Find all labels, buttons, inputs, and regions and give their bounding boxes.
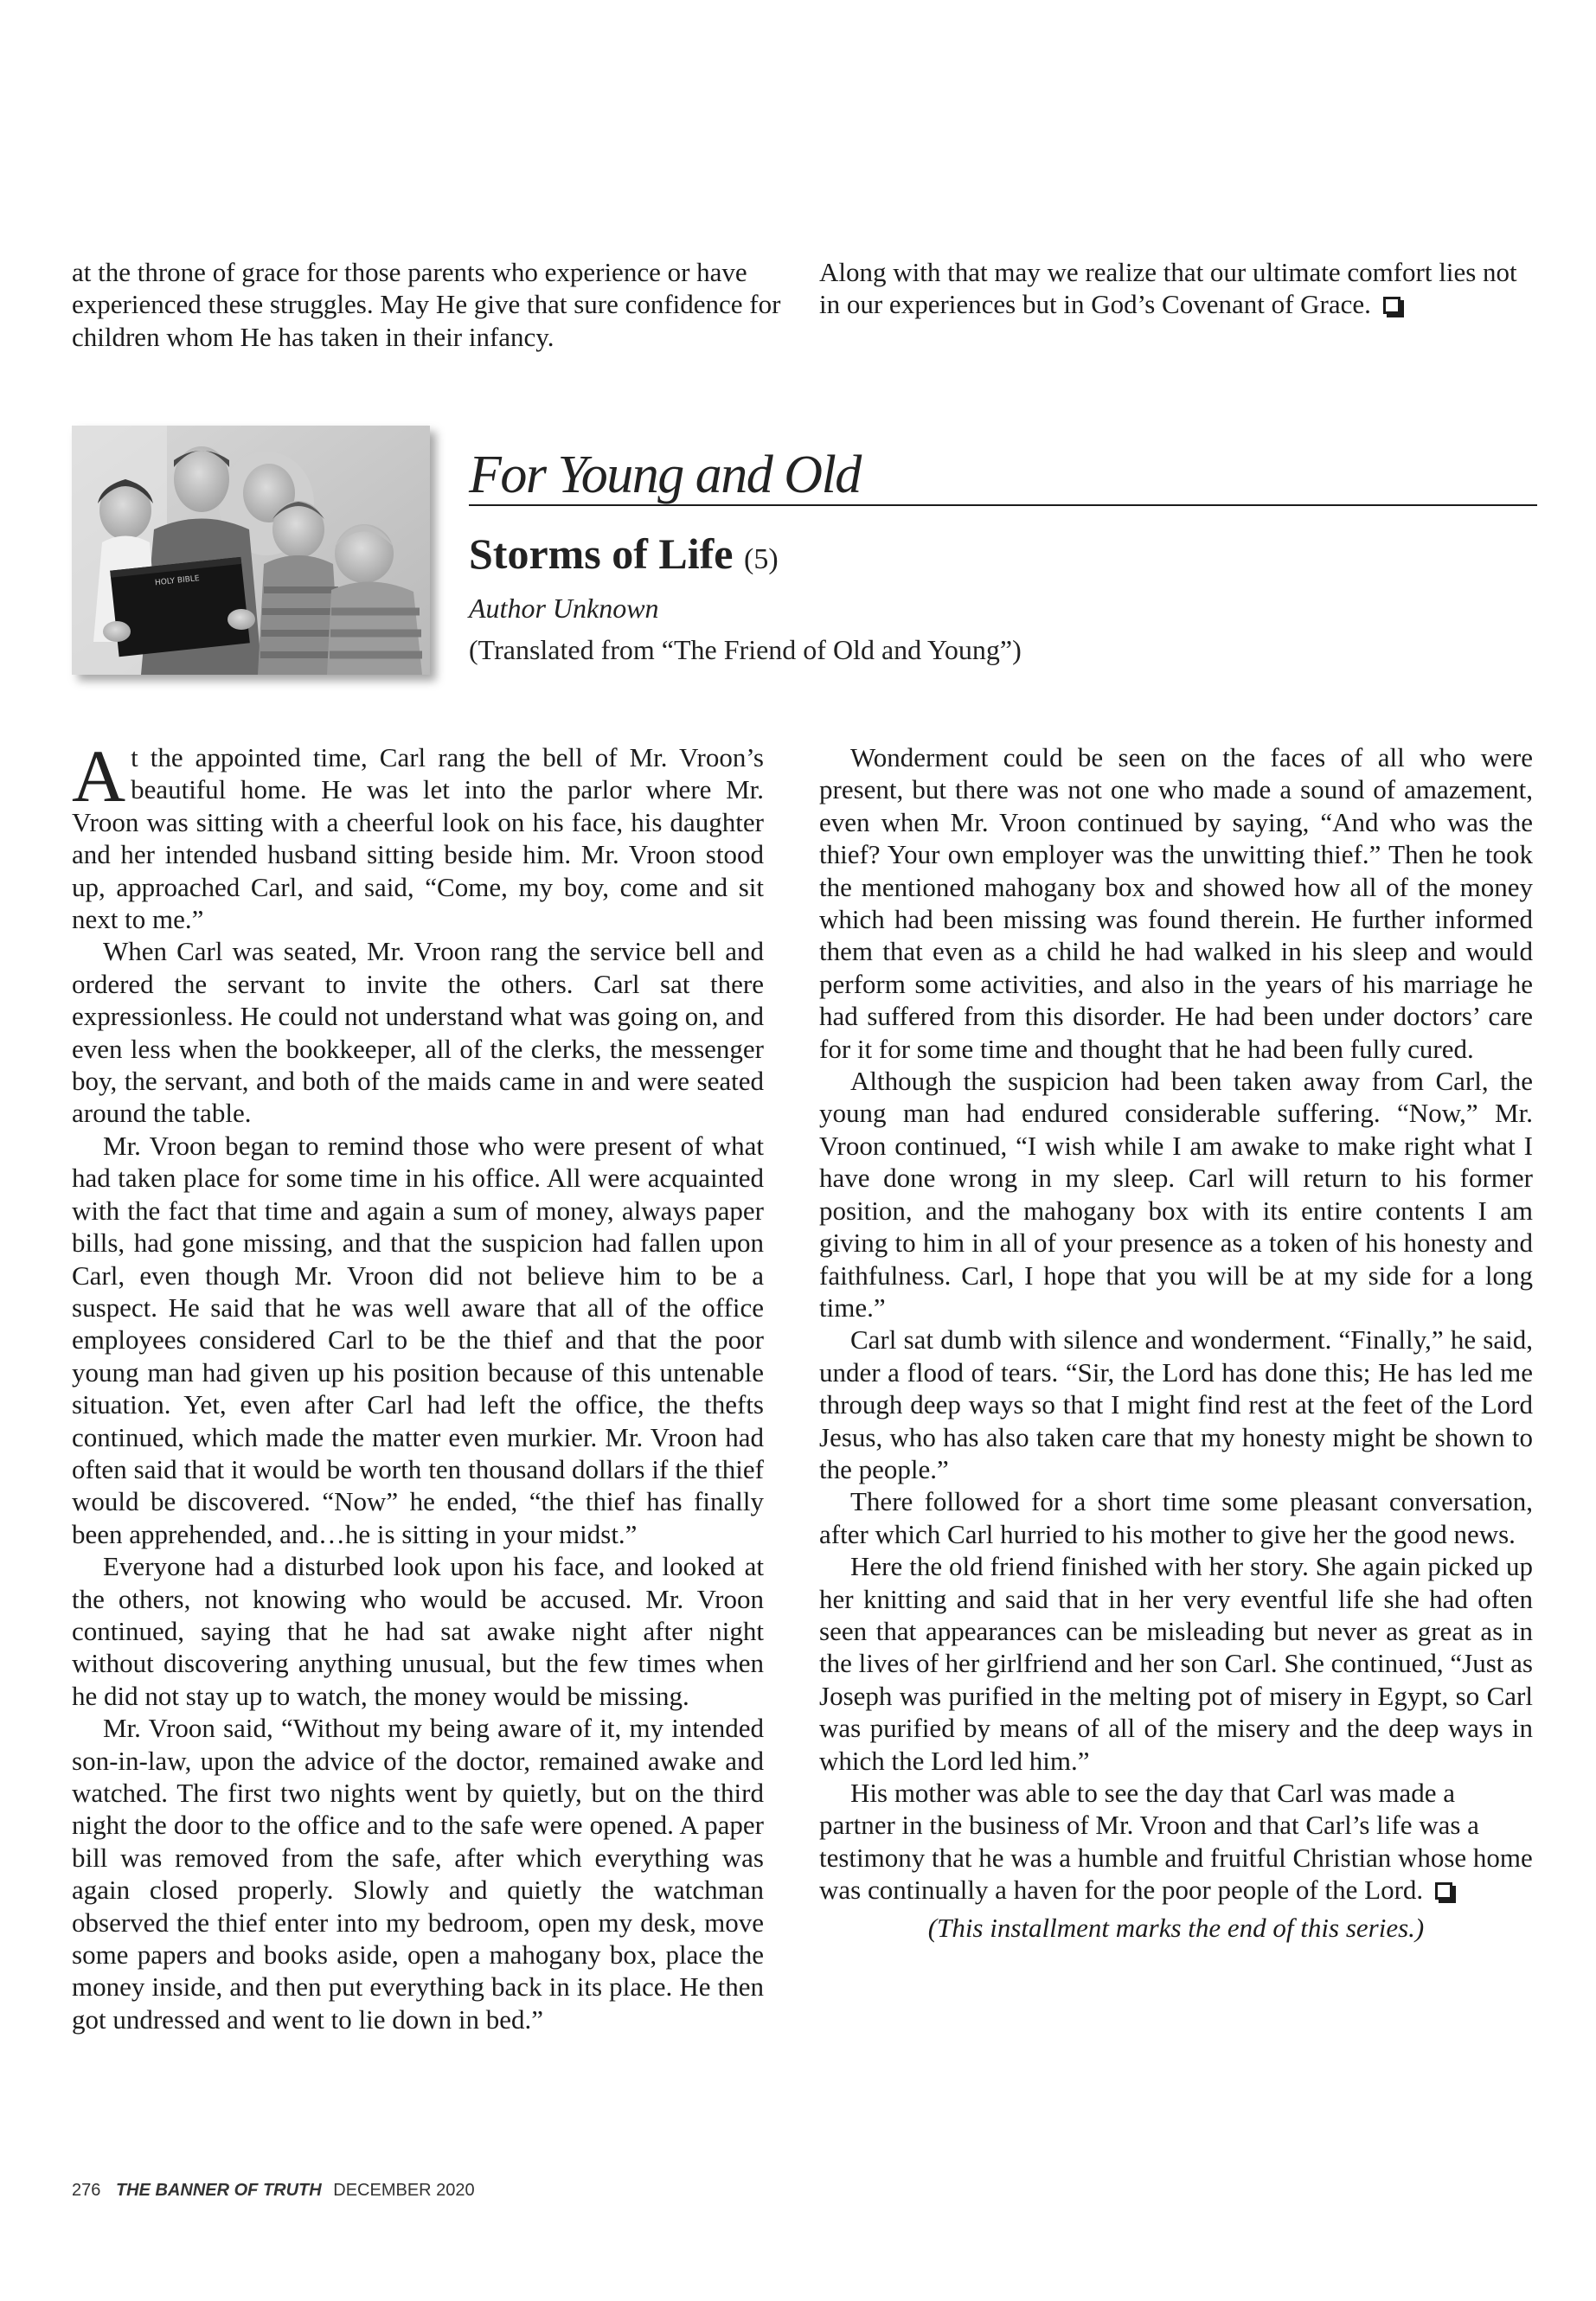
- end-mark-icon: [1383, 297, 1401, 314]
- top-left-column: [72, 256, 790, 353]
- body-paragraph: There followed for a short time some pleasant conversation, after which Carl hurried to his mother to give her the good news.: [819, 1486, 1533, 1549]
- body-left-column: [72, 734, 764, 2035]
- final-paragraph: His mother was able to see the day that Carl was made a partner in the business of Mr. Vroon and that Carl’s life was a testimony that he was a humble and fruitful Christian whose home was continually a haven for the poor people of the Lord.: [819, 1778, 1533, 1906]
- bible-label: HOLY BIBLE: [154, 574, 201, 588]
- body-paragraph: Here the old friend finished with her story. She again picked up her knitting and said that in her very eventful life she had often seen that appearances can be misleading but never as great as in the lives of her girlfriend and her son Carl. She continued, “Just as Joseph was purified in the melting pot of misery in Egypt, so Carl was purified by means of all of the misery and the deep ways in which the Lord led him.”: [819, 1551, 1533, 1776]
- translation-note: (Translated from “The Friend of Old and Young”): [469, 634, 1022, 665]
- top-right-column: [819, 256, 1537, 321]
- body-paragraph: Carl sat dumb with silence and wonderment. “Finally,” he said, under a flood of tears. “Sir, the Lord has done this; He has led me through deep ways so that I might find rest at the feet of the Lord Jesus, who has also taken care that my honesty might be shown to the people.”: [819, 1324, 1533, 1484]
- body-paragraph: Wonderment could be seen on the faces of all who were present, but there was not one who made a sound of amazement, even when Mr. Vroon continued by saying, “And who was the thief? Your own employer was the unwitting thief.” Then he took the mentioned mahogany box and showed how all of the money which had been missing was found therein. He further informed them that even as a child he had walked in his sleep and would perform some activities, and also in the years of his marriage he had suffered from this disorder. He had been under doctors’ care for it for some time and thought that he had been fully cured.: [819, 742, 1533, 1064]
- article-title-text: Storms of Life: [469, 529, 734, 578]
- body-paragraph: Mr. Vroon began to remind those who were present of what had taken place for some time in his office. All were acquainted with the fact that time and again a sum of money, always paper bills, had gone missing, and that the suspicion had fallen upon Carl, even though Mr. Vroon did not believe him to be a suspect. He said that he was well aware that all of the office employees considered Carl to be the thief and that the poor young man had given up his position because of this untenable situation. Yet, even after Carl had left the office, the thefts continued, which made the matter even murkier. Mr. Vroon had often said that it would be worth ten thousand dollars if the thief would be discovered. “Now” he ended, “the thief has finally been apprehended, and…he is sitting in your midst.”: [72, 1130, 764, 1549]
- body-paragraph: Everyone had a disturbed look upon his face, and looked at the others, not knowing who would be accused. Mr. Vroon continued, saying that he had sat awake night after night without discovering anything unusual, but the few times when he did not stay up to watch, the money would be missing.: [72, 1551, 764, 1711]
- section-title: [469, 435, 1537, 506]
- end-mark-icon: [1435, 1882, 1452, 1900]
- body-paragraph: When Carl was seated, Mr. Vroon rang the service bell and ordered the servant to invite the others. Carl sat there expressionless. He could not understand what was going on, and even less when the bookkeeper, all of the clerks, the messenger boy, the servant, and both of the maids came in and were seated around the table.: [72, 936, 764, 1129]
- page-footer: [72, 2181, 475, 2201]
- body-paragraph: Although the suspicion had been taken away from Carl, the young man had endured considerable suffering. “Now,” Mr. Vroon continued, “I wish while I am awake to make right what I have done wrong in my sleep. Carl will return to his former position, and the mahogany box with its entire contents I am giving to him in all of your presence as a token of his honesty and faithfulness. Carl, I hope that you will be at my side for a long time.”: [819, 1066, 1533, 1323]
- family-reading-photo: [72, 426, 430, 675]
- drop-cap: A: [72, 734, 126, 817]
- page-number: 276: [72, 2181, 101, 2200]
- closing-note: (This installment marks the end of this series.): [927, 1912, 1425, 1943]
- magazine-name: THE BANNER OF TRUTH: [115, 2181, 322, 2200]
- top-left-paragraph: at the throne of grace for those parents who experience or have experienced these struggles. May He give that sure confidence for children whom He has taken in their infancy.: [72, 257, 781, 352]
- author-line: Author Unknown: [469, 593, 659, 624]
- top-right-paragraph: Along with that may we realize that our ultimate comfort lies not in our experiences but in God’s Covenant of Grace.: [819, 257, 1517, 320]
- body-paragraph: Mr. Vroon said, “Without my being aware of it, my intended son-in-law, upon the advice of the doctor, remained awake and watched. The first two nights went by quietly, but on the third night the door to the office and to the safe were opened. A paper bill was removed from the safe, after which everything was again closed properly. Slowly and quietly the watchman observed the thief enter into my bedroom, open my desk, move some papers and books aside, open a mahogany box, place the money inside, and then put everything back in its place. He then got undressed and went to lie down in bed.”: [72, 1713, 764, 2035]
- issue-date: DECEMBER 2020: [333, 2181, 475, 2200]
- article-part: (5): [744, 543, 779, 575]
- body-paragraph: At the appointed time, Carl rang the bell of Mr. Vroon’s beautiful home. He was let into the parlor where Mr. Vroon was sitting with a cheerful look on his face, his daughter and her intended husband sitting beside him. Mr. Vroon stood up, approached Carl, and said, “Come, my boy, come and sit next to me.”: [72, 734, 764, 935]
- section-title-text: For Young and Old: [469, 445, 861, 504]
- body-right-column: [819, 741, 1533, 1944]
- article-title: [469, 529, 779, 578]
